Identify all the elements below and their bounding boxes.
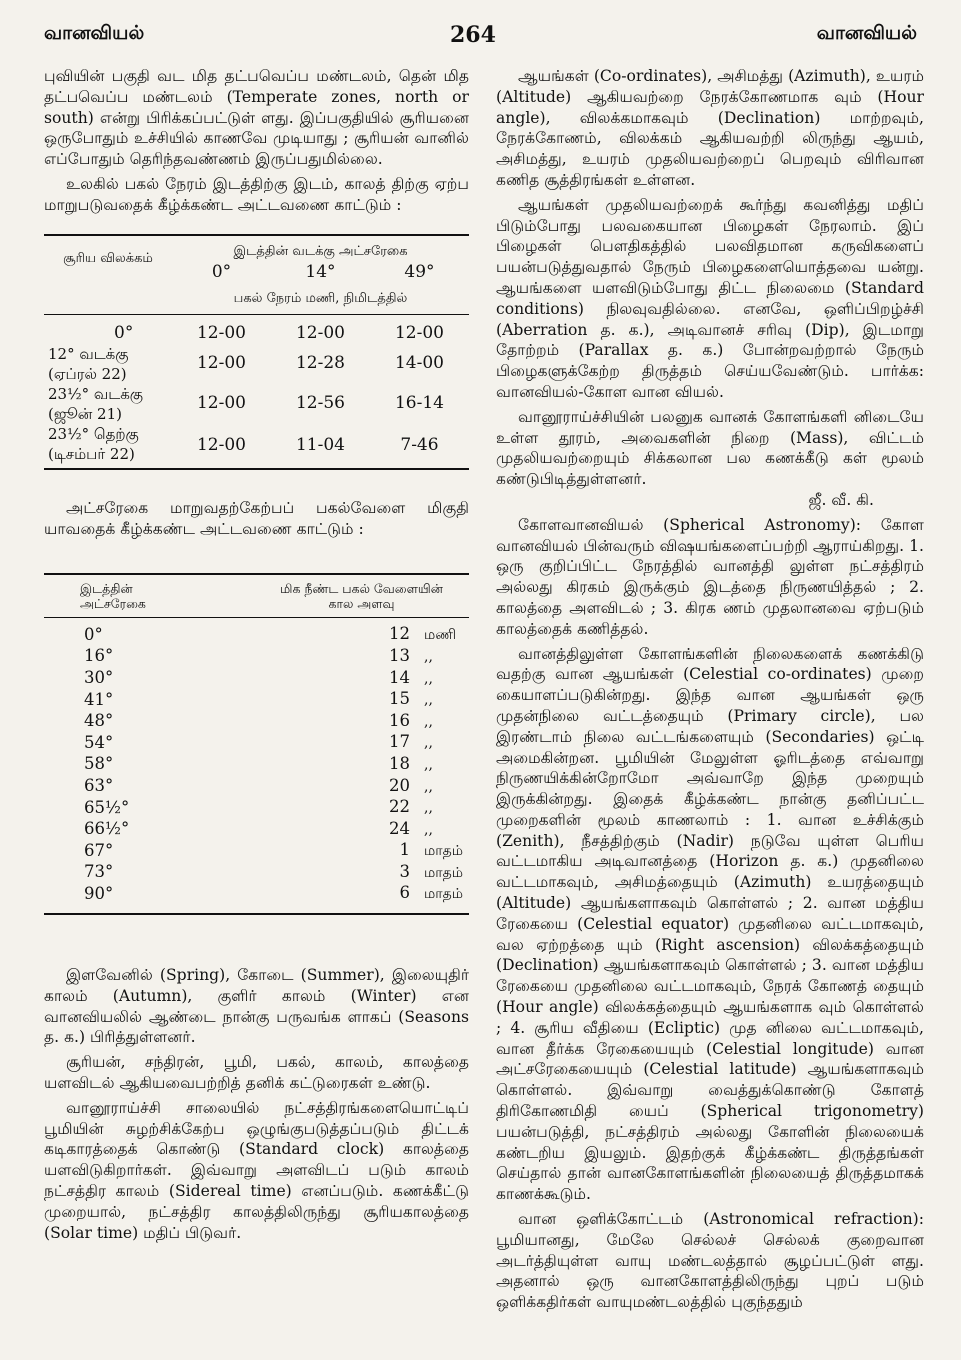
table-row [44, 754, 469, 776]
longest-day-table [44, 573, 469, 915]
paragraph: ஆயங்கள் (Co-ordinates), அசிமத்து (Azimuth), உயரம் (Altitude) ஆகியவற்றை நேரக்கோணமாக வும் (Hour angle), விலக்கமாகவும் (Declination) மாற்றவும், நேரக்கோணம், விலக்கம் ஆகியவற்றி லிருந்து ஆயம், அசிமத்து, உயரம் முதலியவற்றைப் பெறவும் விரிவான கணித சூத்திரங்கள் உள்ளன. [496, 67, 924, 189]
table-row [44, 689, 469, 711]
duration-cell: 16 ,, [389, 710, 433, 730]
table-row [44, 732, 469, 754]
latitude-cell: 63° [84, 776, 114, 796]
paragraph: வான ஒளிக்கோட்டம் (Astronomical refraction): பூமியானது, மேலே செல்லச் செல்லக் குறைவான அடர்த்தியுள்ள வாயு மண்டலத்தால் சூழப்பட்டுள் ளது. அதனால் ஒரு வானகோளத்திலிருந்து புறப் படும் ஒளிக்கதிர்கள் வாயுமண்டலத்தில் புகுந்ததும் [496, 1210, 924, 1312]
author-signature: ஜீ. வீ. கி. [808, 490, 874, 509]
duration-cell: 6 மாதம் [399, 883, 463, 903]
duration-cell: 13 ,, [389, 645, 433, 665]
running-header-right: வானவியல் [816, 22, 917, 44]
right-column [496, 66, 924, 1317]
duration-cell: 22 ,, [389, 797, 433, 817]
latitude-cell: 41° [84, 689, 114, 709]
table-header-lat-col: 49° [404, 262, 435, 283]
paragraph: ஆயங்கள் முதலியவற்றைக் கூர்ந்து கவனித்து மதிப் பிடும்போது பலவகையான பிழைகள் நேரலாம். இப் பிழைகள் பௌதிகத்தில் பலவிதமான கருவிகளைப் பயன்படுத்துவதால் நேரும் பிழைகளையொத்தவை யன்று. ஆயங்களை யளவிடும்போது திட்ட நிலைமை (Standard conditions) நிலவுவதில்லை. எனவே, ஒளிப்பிறழ்ச்சி (Aberration த. க.), அடிவானச் சரிவு (Dip), இடமாறு தோற்றம் (Parallax த. க.) போன்றவற்றால் நேரும் பிழைகளுக்கேற்ற திருத்தம் செய்யவேண்டும். பார்க்க: வானவியல்-கோள வான வியல். [496, 195, 924, 401]
table-header-latitude: இடத்தின் வடக்கு அட்சரேகை [233, 243, 408, 259]
table-subheader-units: பகல் நேரம் மணி, நிமிடத்தில் [172, 283, 469, 314]
table-header-declination: சூரிய விலக்கம் [63, 250, 153, 266]
duration-cell: 1 மாதம் [399, 840, 463, 860]
table-row: 0° 12-00 12-00 12-00 [114, 322, 444, 344]
latitude-cell: 90° [84, 883, 114, 903]
latitude-cell: 54° [84, 732, 114, 752]
duration-cell: 14 ,, [389, 667, 433, 687]
latitude-cell: 48° [84, 711, 114, 731]
table-row: 23½° வடக்கு (ஜூன் 21) 12-00 12-56 16-14 [48, 384, 444, 423]
paragraph: வானத்திலுள்ள கோளங்களின் நிலைகளைக் கணக்கிடு வதற்கு வான ஆயங்கள் (Celestial co-ordinates) முறை கையாளப்படுகின்றது. இந்த வான ஆயங்கள் ஒரு முதன்நிலை வட்டத்தையும் (Primary circle), பல இரண்டாம் நிலை வட்டங்களையும் (Secondaries) ஒட்டி அமைகின்றன. பூமியின் மேலுள்ள ஓரிடத்தை எவ்வாறு நிருணயிக்கின்றோமோ அவ்வாறே இந்த முறையும் இருக்கின்றது. இதைக் கீழ்க்கண்ட நான்கு தனிப்பட்ட முறைகளின் மூலம் காணலாம் : 1. வான உச்சிக்கும் (Zenith), நீசத்திற்கும் (Nadir) நடுவே யுள்ள பெரிய வட்டமாகிய அடிவானத்தை (Horizon த. க.) முதனிலை வட்டமாகவும், அசிமத்தையும் (Azimuth) உயரத்தையும் (Altitude) ஆயங்களாகவும் கொள்ளல் ; 2. வான மத்திய ரேகையை (Celestial equator) முதனிலை வட்டமாகவும், வல ஏற்றத்தை யும் (Right ascension) விலக்கத்தையும் (Declination) ஆயங்களாகவும் கொள்ளல் ; 3. வான மத்திய ரேகையை முதனிலை வட்டமாகவும், நேரக் கோணத் தையும் (Hour angle) விலக்கத்தையும் ஆயங்களாக வும் கொள்ளல் ; 4. சூரிய வீதியை (Ecliptic) முத னிலை வட்டமாகவும், வான தீர்க்க ரேகையையும் (Celestial longitude) வான அட்சரேகையையும் (Celestial latitude) ஆயங்களாகவும் கொள்ளல். இவ்வாறு வைத்துக்கொண்டு கோளத் திரிகோணமிதி யைப் (Spherical trigonometry) பயன்படுத்தி, நட்சத்திரம் அல்லது கோளின் நிலையைக் கண்டறிய இயலும். இதற்குக் கீழ்க்கண்ட திருத்தங்கள் செய்தால் தான் வானகோளங்களின் நிலையைத் திருத்தமாகக் காணக்கூடும். [496, 644, 924, 1204]
latitude-cell: 16° [84, 646, 114, 666]
page-number: 264 [450, 22, 496, 48]
table-row [44, 711, 469, 733]
paragraph: வானூராய்ச்சியின் பலனுக வானக் கோளங்களி னிடையே உள்ள தூரம், அவைகளின் நிறை (Mass), விட்டம் முதலியவற்றையும் சிக்கலான பல கணக்கீடு கள் மூலம் கண்டுபிடித்துள்ளனர். [496, 407, 924, 489]
duration-cell: 15 ,, [389, 689, 433, 709]
latitude-cell: 67° [84, 840, 114, 860]
table-row [44, 646, 469, 668]
table-row [44, 618, 469, 646]
paragraph: உலகில் பகல் நேரம் இடத்திற்கு இடம், காலத் திற்கு ஏற்ப மாறுபடுவதைக் கீழ்க்கண்ட அட்டவணை காட்டும் : [44, 174, 469, 214]
table-row: 12° வடக்கு (ஏப்ரல் 22) 12-00 12-28 14-00 [48, 344, 444, 383]
duration-cell: 12 மணி [389, 624, 457, 644]
table-row: 23½° தெற்கு (டிசம்பர் 22) 12-00 11-04 7-46 [48, 424, 439, 463]
latitude-cell: 58° [84, 754, 114, 774]
table-row [44, 668, 469, 690]
table-row [44, 862, 469, 884]
latitude-cell: 30° [84, 668, 114, 688]
paragraph: சூரியன், சந்திரன், பூமி, பகல், காலம், காலத்தை யளவிடல் ஆகியவைபற்றித் தனிக் கட்டுரைகள் உண்டு. [44, 1053, 469, 1093]
latitude-cell: 0° [84, 624, 103, 644]
paragraph: வானூராய்ச்சி சாலையில் நட்சத்திரங்களையொட்டிப் பூமியின் சுழற்சிக்கேற்ப ஒழுங்குபடுத்தப்படும் திட்டக் கடிகாரத்தைக் கொண்டு (Standard clock) காலத்தை யளவிடுகிறார்கள். இவ்வாறு அளவிடப் படும் காலம் நட்சத்திர காலம் (Sidereal time) எனப்படும். கணக்கீட்டு முறையால், நட்சத்திர காலத்திலிருந்து சூரியகாலத்தை (Solar time) மதிப் பிடுவர். [44, 1098, 469, 1242]
daylight-by-declination-table [44, 234, 469, 470]
latitude-cell: 66½° [84, 819, 130, 839]
table-header-lat-col: 14° [305, 262, 336, 283]
duration-cell: 20 ,, [389, 775, 433, 795]
running-header-left: வானவியல் [44, 22, 145, 44]
table-row [44, 819, 469, 841]
table-header-latitude: இடத்தின் அட்சரேகை [44, 574, 254, 618]
table-row [44, 840, 469, 862]
duration-cell: 24 ,, [389, 818, 433, 838]
table-header-duration: மிக நீண்ட பகல் வேளையின் கால அளவு [254, 574, 469, 618]
latitude-cell: 73° [84, 862, 114, 882]
duration-cell: 17 ,, [389, 732, 433, 752]
section-heading-paragraph: கோளவானவியல் (Spherical Astronomy): கோள வானவியல் பின்வரும் விஷயங்களைப்பற்றி ஆராய்கிறது. 1. ஒரு குறிப்பிட்ட நேரத்தில் வானத்தி லுள்ள நட்சத்திரம் அல்லது கிரகம் இருக்கும் இடத்தை நிருணயித்தல் ; 2. காலத்தை அளவிடல் ; 3. கிரக ணம் முதலானவை ஏற்படும் காலத்தைக் கணித்தல். [496, 515, 924, 638]
duration-cell: 18 ,, [389, 753, 433, 773]
table-row [44, 776, 469, 798]
table-row [44, 797, 469, 819]
table-header-lat-col: 0° [211, 262, 232, 283]
table-row [44, 883, 469, 905]
paragraph: அட்சரேகை மாறுவதற்கேற்பப் பகல்வேளை மிகுதி யாவதைக் கீழ்க்கண்ட அட்டவணை காட்டும் : [44, 498, 469, 538]
paragraph: இளவேனில் (Spring), கோடை (Summer), இலையுதிர் காலம் (Autumn), குளிர் காலம் (Winter) என வானவியலில் ஆண்டை நான்கு பருவங்க ளாகப் (Seasons த. க.) பிரித்துள்ளனர். [44, 966, 469, 1047]
latitude-cell: 65½° [84, 797, 130, 817]
duration-cell: 3 மாதம் [399, 861, 463, 881]
left-column [44, 66, 469, 1247]
paragraph: புவியின் பகுதி வட மித தட்பவெப்ப மண்டலம், தென் மித தட்பவெப்ப மண்டலம் (Temperate zones, north or south) என்று பிரிக்கப்பட்டுள் ளது. இப்பகுதியில் சூரியனை ஒருபோதும் உச்சியில் காணவே முடியாது ; சூரியன் வானில் எப்போதும் தெரிந்தவண்ணம் இருப்பதுமில்லை. [44, 67, 469, 169]
